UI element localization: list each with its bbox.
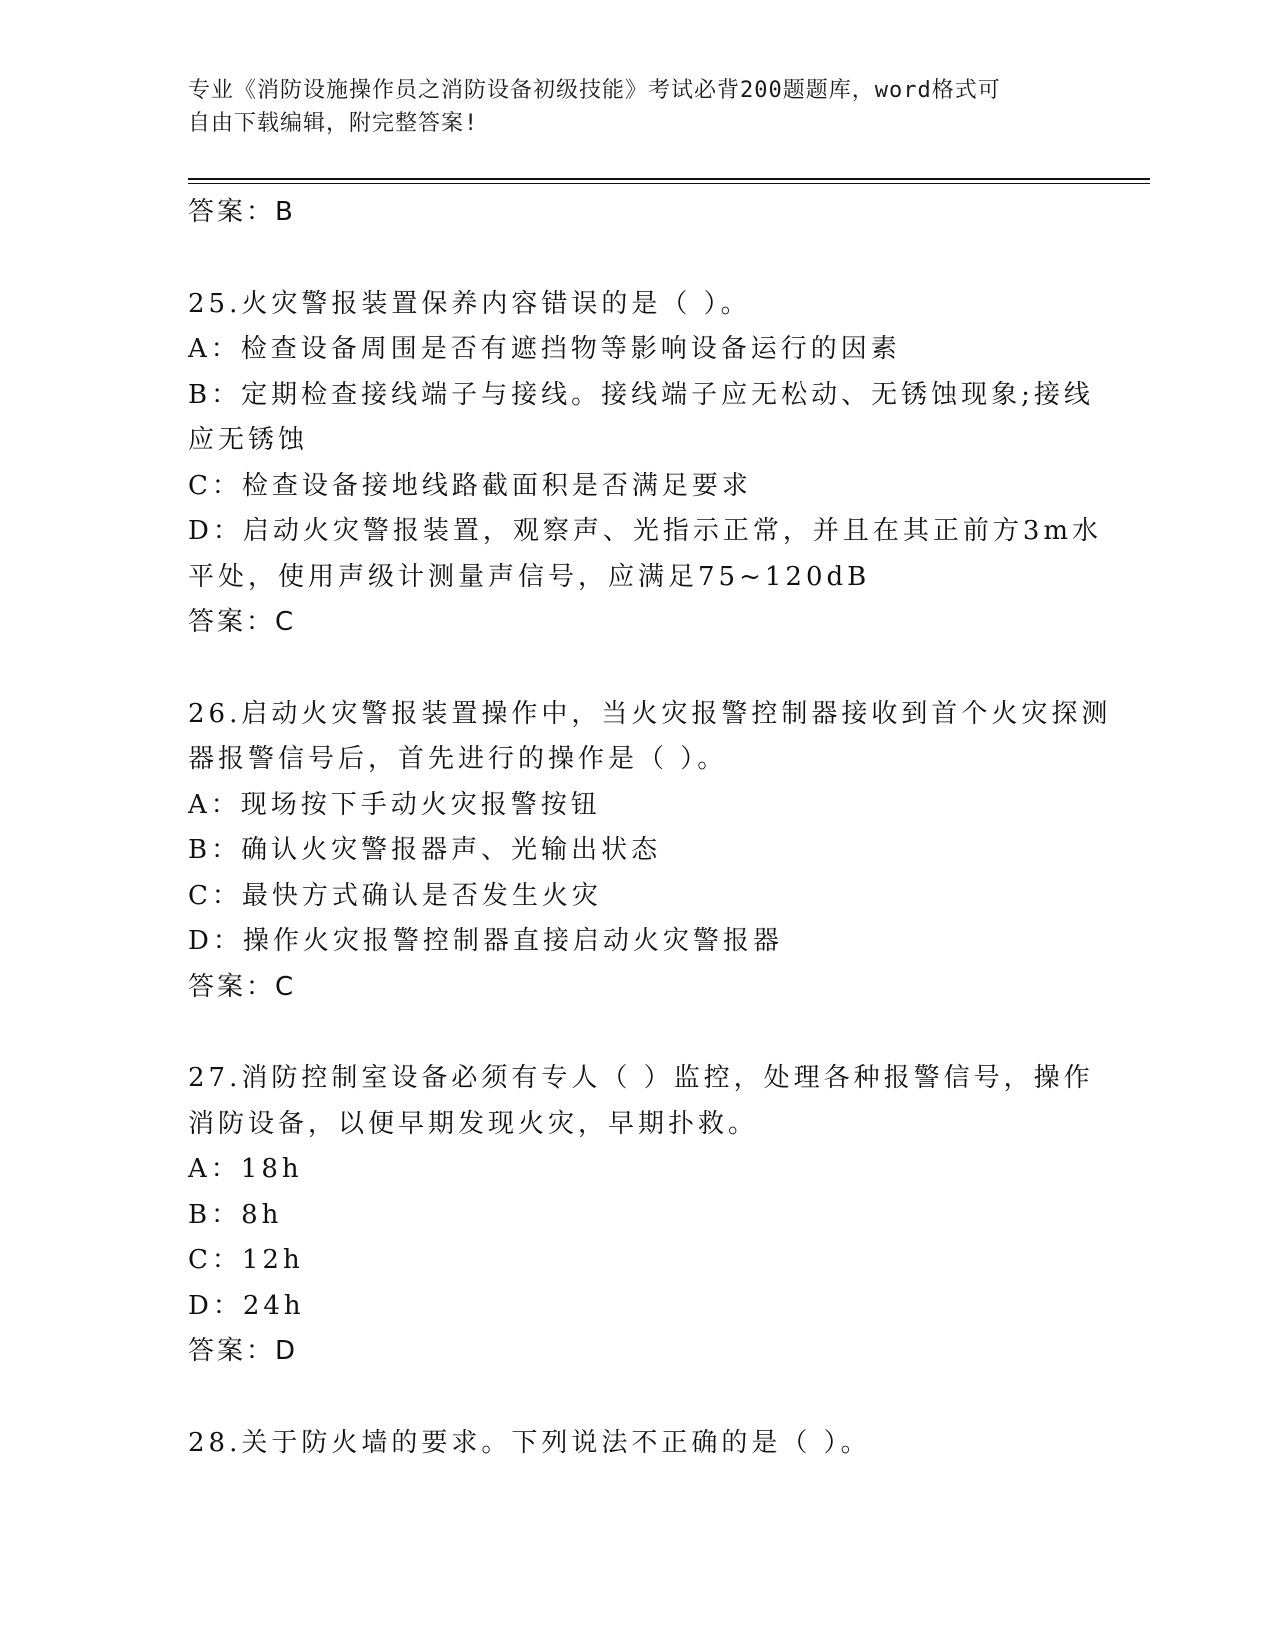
answer-line: 答案：B — [188, 197, 296, 227]
option-b: B：8h — [188, 1199, 283, 1230]
option-d: D：操作火灾报警控制器直接启动火灾警报器 — [188, 926, 783, 956]
question-stem: 26.启动火灾警报装置操作中，当火灾报警控制器接收到首个火灾探测 — [188, 698, 1112, 729]
answer-line: 答案：C — [188, 971, 297, 1002]
header-divider-thin — [188, 183, 1150, 184]
option-d: D：启动火灾警报装置，观察声、光指示正常，并且在其正前方3m水 — [188, 516, 1103, 546]
option-c: C：12h — [188, 1245, 304, 1275]
option-d: D：24h — [188, 1290, 305, 1321]
question-block — [188, 282, 1103, 646]
option-d-continued: 平处，使用声级计测量声信号，应满足75~120dB — [188, 561, 871, 592]
question-stem-continued: 器报警信号后，首先进行的操作是（ ）。 — [188, 744, 728, 774]
answer-line: 答案：D — [188, 1336, 299, 1366]
question-block — [188, 1056, 1094, 1375]
question-stem: 25.火灾警报装置保养内容错误的是（ ）。 — [188, 288, 751, 319]
option-b-continued: 应无锈蚀 — [188, 425, 309, 455]
option-b: B：定期检查接线端子与接线。接线端子应无松动、无锈蚀现象;接线 — [188, 379, 1094, 410]
question-block — [188, 1421, 1088, 1467]
option-c: C：最快方式确认是否发生火灾 — [188, 880, 602, 911]
option-c: C：检查设备接地线路截面积是否满足要求 — [188, 470, 752, 501]
question-list — [188, 190, 1112, 1466]
header-line: 专业《消防设施操作员之消防设备初级技能》考试必背200题题库，word格式可 — [188, 78, 1001, 103]
option-a: A：18h — [188, 1154, 303, 1184]
header-line: 自由下载编辑，附完整答案! — [188, 111, 479, 136]
question-stem: 27.消防控制室设备必须有专人（ ）监控，处理各种报警信号，操作 — [188, 1063, 1094, 1093]
document-header — [188, 74, 1088, 140]
option-a: A：现场按下手动火灾报警按钮 — [188, 789, 601, 820]
option-a: A：检查设备周围是否有遮挡物等影响设备运行的因素 — [188, 334, 901, 364]
question-block — [188, 692, 1112, 1011]
answer-line: 答案：C — [188, 607, 297, 637]
question-stem: 28.关于防火墙的要求。下列说法不正确的是（ ）。 — [188, 1427, 871, 1458]
option-b: B：确认火灾警报器声、光输出状态 — [188, 835, 662, 865]
header-divider — [188, 178, 1150, 180]
question-stem-continued: 消防设备，以便早期发现火灾，早期扑救。 — [188, 1108, 759, 1139]
